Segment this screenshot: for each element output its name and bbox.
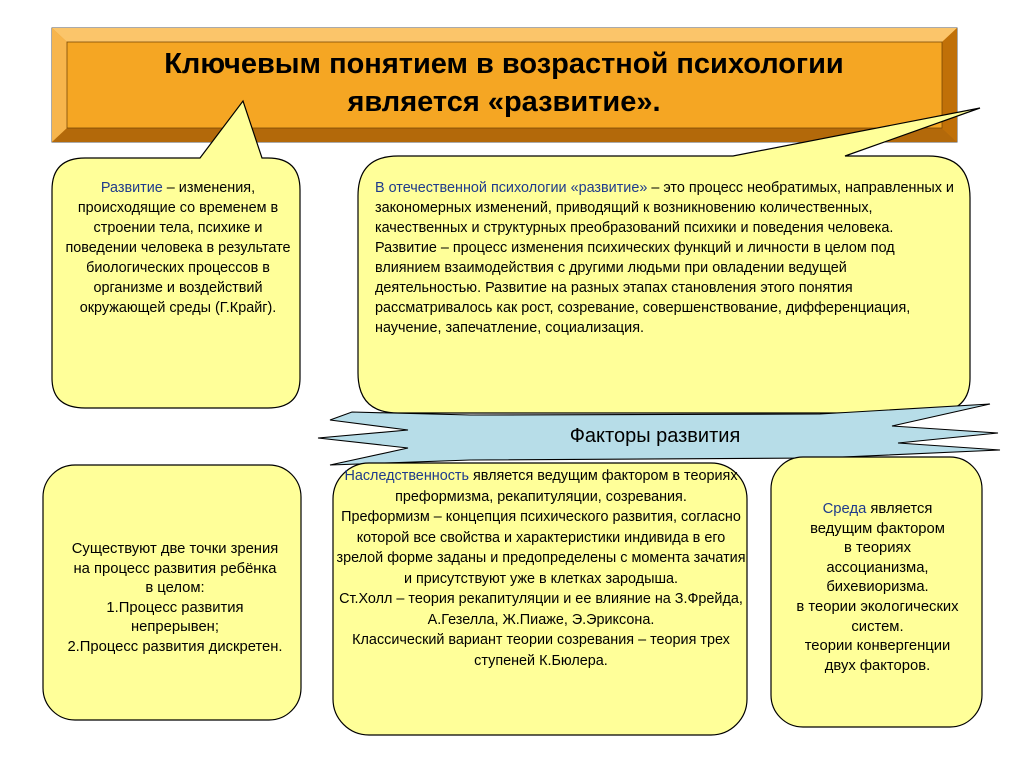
environment-line: теории конвергенции <box>804 638 951 655</box>
heredity-classic: Классический вариант теории созревания – теория трех ступеней К.Бюлера. <box>352 632 730 669</box>
viewpoints-text <box>45 540 305 658</box>
heredity-hall: Ст.Холл – теория рекапитуляции и ее влияние на З.Фрейда, А.Гезелла, Ж.Пиаже, Э.Эриксона. <box>339 591 743 628</box>
title-line-2: является «развитие». <box>347 86 661 118</box>
environment-line: является <box>866 501 933 517</box>
viewpoints-line: непрерывен; <box>131 619 219 636</box>
viewpoints-line: Существуют две точки зрения <box>71 541 279 557</box>
heredity-text <box>336 466 746 671</box>
definition-body: – изменения, происходящие со временем в строении тела, психике и поведении человека в результате биологических процессов в организме и воздействий окружающей среды (Г.Крайг). <box>65 180 291 316</box>
environment-term: Среда <box>822 501 867 517</box>
environment-line: бихевиоризма. <box>826 579 929 596</box>
viewpoints-line: на процесс развития ребёнка <box>73 560 277 577</box>
environment-line: ассоцианизма, <box>826 559 929 576</box>
environment-line: систем. <box>851 618 904 635</box>
factors-banner-label: Факторы развития <box>569 425 741 447</box>
slide-title <box>70 38 938 128</box>
environment-line: ведущим фактором <box>810 520 945 537</box>
viewpoints-line: 2.Процесс развития дискретен. <box>67 638 283 655</box>
environment-text <box>775 500 980 676</box>
environment-line: в теории экологических <box>796 598 959 615</box>
heredity-term: Наследственность <box>344 468 469 484</box>
domestic-body: – это процесс необратимых, направленных и закономерных изменений, приводящий к возникновению количественных, качественных и структурных преобразований психики и поведения человека. Развитие – процесс изменения психических функций и личности в целом под влиянием взаимодействия с другими людьми при овладении ведущей деятельностью. Развитие на разных этапах становления этого понятия рассматривалось как рост, созревание, совершенствование, дифференциация, научение, запечатление, социализация. <box>375 180 954 336</box>
definition-text <box>58 178 298 318</box>
definition-term: Развитие <box>100 180 163 196</box>
viewpoints-line: в целом: <box>145 580 205 597</box>
heredity-lead <box>336 466 746 507</box>
environment-line-1 <box>775 500 980 520</box>
domestic-text <box>375 178 955 338</box>
environment-line: двух факторов. <box>824 657 931 674</box>
title-line-1: Ключевым понятием в возрастной психологии <box>164 48 844 80</box>
heredity-preformism: Преформизм – концепция психического развития, согласно которой все свойства и характеристики индивида в его зрелой форме заданы и предопределены с момента зачатия и присутствуют уже в клетках зародыша. <box>336 509 746 587</box>
heredity-lead-body: является ведущим фактором в теориях преформизма, рекапитуляции, созревания. <box>395 468 738 505</box>
environment-line: в теориях <box>844 540 911 557</box>
viewpoints-line: 1.Процесс развития <box>106 599 244 616</box>
domestic-term: В отечественной психологии «развитие» <box>375 180 648 196</box>
